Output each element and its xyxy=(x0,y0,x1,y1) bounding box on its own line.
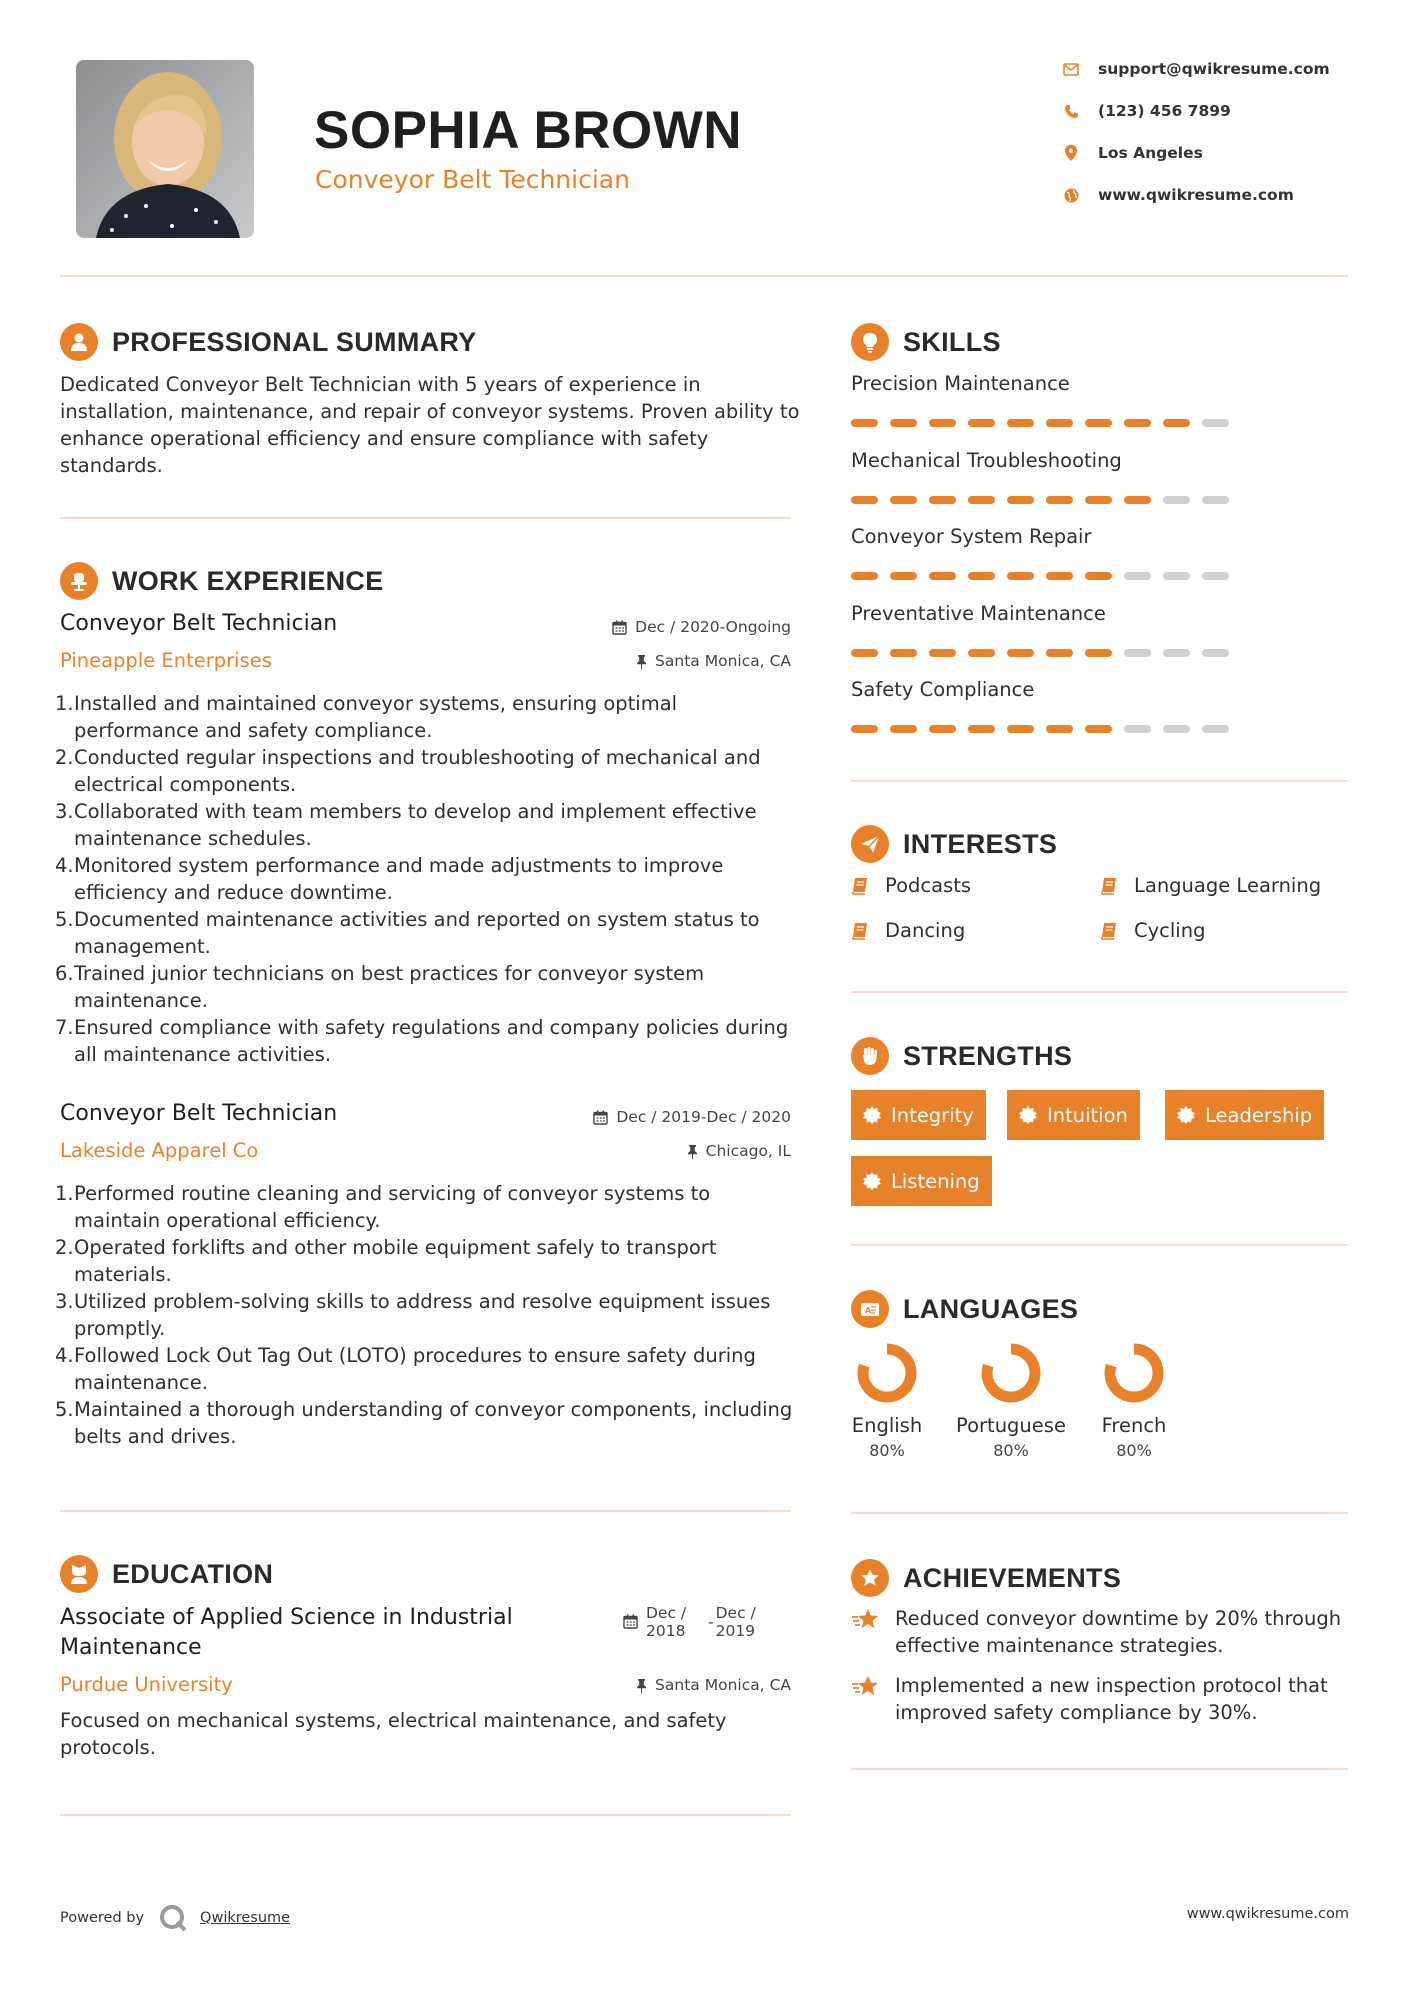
education-start: Dec / 2018 xyxy=(646,1604,687,1640)
list-item: 4. Followed Lock Out Tag Out (LOTO) procedures to ensure safety during maintenance. xyxy=(55,1344,756,1394)
education-heading xyxy=(60,1557,273,1591)
language-percent: 80% xyxy=(993,1441,1029,1460)
education-degree: Associate of Applied Science in Industrial Maintenance xyxy=(60,1605,513,1660)
education-end: Dec / 2019 xyxy=(715,1604,756,1640)
skill-level-segment xyxy=(929,496,956,504)
skill-level-segment xyxy=(1163,496,1190,504)
list-item: 5. Maintained a thorough understanding of conveyor components, including belts and drives. xyxy=(55,1398,793,1448)
summary-divider xyxy=(60,517,791,519)
skill-level-segment xyxy=(1085,496,1112,504)
skill-level-segment xyxy=(1007,419,1034,427)
contact-phone[interactable] xyxy=(1062,99,1231,123)
star-badge-icon xyxy=(851,1559,889,1597)
list-item: 3. Collaborated with team members to develop and implement effective maintenance schedules. xyxy=(55,800,757,850)
languages-heading xyxy=(851,1292,1078,1326)
skill-level-segment xyxy=(929,649,956,657)
skill-level-segment xyxy=(1124,496,1151,504)
calendar-icon xyxy=(612,620,627,635)
job-2-dates xyxy=(593,1108,791,1126)
skill-level-segment xyxy=(1202,649,1229,657)
skill-level-segment xyxy=(968,649,995,657)
lightbulb-icon xyxy=(851,323,889,361)
strength-label: Integrity xyxy=(891,1103,974,1127)
education-location xyxy=(636,1676,791,1694)
skill-level-segment xyxy=(1163,572,1190,580)
strength-label: Listening xyxy=(891,1169,980,1193)
language-proficiency-arc xyxy=(987,1349,1035,1397)
skill-level-segment xyxy=(851,725,878,733)
list-item: 2. Conducted regular inspections and troubleshooting of mechanical and electrical components. xyxy=(55,746,761,796)
experience-title: WORK EXPERIENCE xyxy=(112,565,384,596)
skill-level-segment xyxy=(1202,572,1229,580)
interest-item xyxy=(1100,874,1321,897)
list-item: 6. Trained junior technicians on best practices for conveyor system maintenance. xyxy=(55,962,705,1012)
interest-label: Dancing xyxy=(885,919,966,942)
contact-email-text: support@qwikresume.com xyxy=(1098,60,1330,78)
pushpin-icon xyxy=(636,1678,647,1693)
skill-level-segment xyxy=(1163,419,1190,427)
globe-icon xyxy=(1062,186,1080,204)
badge-icon xyxy=(1177,1106,1195,1124)
list-item: 4. Monitored system performance and made adjustments to improve efficiency and reduce downtime. xyxy=(55,854,724,904)
achievements-heading xyxy=(851,1561,1121,1595)
skill-name: Conveyor System Repair xyxy=(851,525,1092,548)
interests-title: INTERESTS xyxy=(903,828,1058,859)
interests-heading xyxy=(851,827,1057,861)
list-item: 5. Documented maintenance activities and reported on system status to management. xyxy=(55,908,760,958)
list-item: 1. Installed and maintained conveyor systems, ensuring optimal performance and safety compliance. xyxy=(55,692,678,742)
job-1-dates-text: Dec / 2020-Ongoing xyxy=(635,618,791,636)
pushpin-icon xyxy=(636,654,647,669)
skill-level-segment xyxy=(851,649,878,657)
book-icon xyxy=(1100,877,1120,895)
education-description: Focused on mechanical systems, electrical maintenance, and safety protocols. xyxy=(60,1709,727,1759)
interest-item xyxy=(851,919,965,942)
language-proficiency-arc xyxy=(863,1349,911,1397)
skill-level-bar xyxy=(851,496,1241,504)
list-item: 7. Ensured compliance with safety regulations and company policies during all maintenance activities. xyxy=(55,1016,789,1066)
skill-level-segment xyxy=(1163,725,1190,733)
interests-divider xyxy=(851,991,1348,993)
contact-phone-text: (123) 456 7899 xyxy=(1098,102,1231,120)
job-1-company: Pineapple Enterprises xyxy=(60,649,272,672)
skill-level-segment xyxy=(1046,419,1073,427)
skill-level-segment xyxy=(929,725,956,733)
star-icon xyxy=(851,1672,881,1726)
header-divider xyxy=(60,275,1348,277)
skill-level-segment xyxy=(1007,725,1034,733)
summary-heading xyxy=(60,325,477,359)
job-1-bullets xyxy=(55,690,800,1068)
pushpin-icon xyxy=(687,1144,698,1159)
profile-photo xyxy=(76,60,254,238)
strength-label: Leadership xyxy=(1205,1103,1313,1127)
paper-plane-icon xyxy=(851,825,889,863)
job-1-dates xyxy=(612,618,791,636)
skill-level-segment xyxy=(1202,496,1229,504)
skill-level-segment xyxy=(1046,572,1073,580)
skill-level-bar xyxy=(851,649,1241,657)
skills-title: SKILLS xyxy=(903,326,1001,357)
fist-icon xyxy=(851,1037,889,1075)
skill-level-segment xyxy=(1202,725,1229,733)
strength-label: Intuition xyxy=(1047,1103,1128,1127)
summary-text: Dedicated Conveyor Belt Technician with 5 years of experience in installation, maintenance, and repair of conveyor systems. Proven ability to enhance operational efficiency and ensure compliance with safety standards. xyxy=(60,373,800,477)
summary-title: PROFESSIONAL SUMMARY xyxy=(112,326,477,357)
skill-level-segment xyxy=(1124,572,1151,580)
calendar-icon xyxy=(623,1614,638,1629)
skill-level-segment xyxy=(968,572,995,580)
interest-label: Podcasts xyxy=(885,874,972,897)
skill-level-segment xyxy=(1007,496,1034,504)
achievement-text: Implemented a new inspection protocol that improved safety compliance by 30%. xyxy=(895,1674,1328,1724)
skill-level-segment xyxy=(1124,419,1151,427)
graduate-icon xyxy=(60,1555,98,1593)
language-percent: 80% xyxy=(869,1441,905,1460)
skill-level-segment xyxy=(1163,649,1190,657)
skill-level-segment xyxy=(851,496,878,504)
education-location-text: Santa Monica, CA xyxy=(655,1676,791,1694)
skill-level-bar xyxy=(851,419,1241,427)
skill-level-segment xyxy=(929,572,956,580)
interest-label: Cycling xyxy=(1134,919,1206,942)
interest-label: Language Learning xyxy=(1134,874,1322,897)
language-proficiency-arc xyxy=(1110,1349,1158,1397)
experience-heading xyxy=(60,564,384,598)
list-item: 3. Utilized problem-solving skills to address and resolve equipment issues promptly. xyxy=(55,1290,771,1340)
strengths-title: STRENGTHS xyxy=(903,1040,1073,1071)
strength-tag xyxy=(851,1156,992,1206)
badge-icon xyxy=(863,1172,881,1190)
skill-level-segment xyxy=(1085,725,1112,733)
language-card-icon xyxy=(851,1290,889,1328)
contact-website-text: www.qwikresume.com xyxy=(1098,186,1294,204)
achievements-divider xyxy=(851,1768,1348,1770)
skill-level-segment xyxy=(1202,419,1229,427)
contact-website[interactable] xyxy=(1062,183,1294,207)
book-icon xyxy=(851,877,871,895)
book-icon xyxy=(1100,922,1120,940)
education-title: EDUCATION xyxy=(112,1558,274,1589)
interest-item xyxy=(1100,919,1205,942)
list-item: 2. Operated forklifts and other mobile equipment safely to transport materials. xyxy=(55,1236,717,1286)
list-item: 1. Performed routine cleaning and servicing of conveyor systems to maintain operational efficiency. xyxy=(55,1182,711,1232)
skill-level-segment xyxy=(968,496,995,504)
skill-level-segment xyxy=(851,572,878,580)
skill-level-segment xyxy=(1046,496,1073,504)
skill-name: Safety Compliance xyxy=(851,678,1035,701)
skill-level-segment xyxy=(1085,572,1112,580)
skill-level-segment xyxy=(890,496,917,504)
interest-item xyxy=(851,874,971,897)
skill-level-segment xyxy=(890,572,917,580)
skill-level-segment xyxy=(1124,649,1151,657)
languages-divider xyxy=(851,1512,1348,1514)
language-item xyxy=(827,1414,947,1460)
job-2-title: Conveyor Belt Technician xyxy=(60,1101,338,1126)
language-item xyxy=(1074,1414,1194,1460)
qwikresume-logo-icon xyxy=(158,1903,188,1933)
job-2-company: Lakeside Apparel Co xyxy=(60,1139,259,1162)
language-name: English xyxy=(851,1414,923,1437)
language-name: French xyxy=(1101,1414,1167,1437)
languages-title: LANGUAGES xyxy=(903,1293,1079,1324)
candidate-name: SOPHIA BROWN xyxy=(314,101,743,160)
skill-level-segment xyxy=(929,419,956,427)
job-2-location xyxy=(687,1142,791,1160)
user-icon xyxy=(60,323,98,361)
skill-level-segment xyxy=(1124,725,1151,733)
skill-level-segment xyxy=(890,725,917,733)
skill-level-segment xyxy=(1046,725,1073,733)
badge-icon xyxy=(863,1106,881,1124)
job-2-bullets xyxy=(55,1180,800,1450)
language-percent: 80% xyxy=(1116,1441,1152,1460)
achievement-item xyxy=(851,1605,1348,1659)
skill-name: Preventative Maintenance xyxy=(851,601,1106,625)
envelope-icon xyxy=(1062,60,1080,78)
skill-level-segment xyxy=(968,725,995,733)
strengths-heading xyxy=(851,1039,1072,1073)
skill-level-segment xyxy=(890,419,917,427)
calendar-icon xyxy=(593,1110,608,1125)
skill-level-segment xyxy=(1007,572,1034,580)
phone-icon xyxy=(1062,102,1080,120)
skill-name: Mechanical Troubleshooting xyxy=(851,448,1122,472)
powered-by-label: Powered by xyxy=(60,1910,145,1926)
skill-level-bar xyxy=(851,725,1241,733)
briefcase-icon xyxy=(60,562,98,600)
footer-powered xyxy=(60,1903,290,1933)
skill-level-segment xyxy=(1085,649,1112,657)
skill-level-bar xyxy=(851,572,1241,580)
strength-tag xyxy=(851,1090,986,1140)
skill-level-segment xyxy=(1046,649,1073,657)
language-name: Portuguese xyxy=(956,1414,1066,1437)
education-school: Purdue University xyxy=(60,1673,233,1696)
strengths-divider xyxy=(851,1244,1348,1246)
contact-email[interactable] xyxy=(1062,57,1330,81)
badge-icon xyxy=(1019,1106,1037,1124)
job-2-dates-text: Dec / 2019-Dec / 2020 xyxy=(616,1108,791,1126)
skill-level-segment xyxy=(968,419,995,427)
language-proficiency-ring xyxy=(854,1340,920,1406)
book-icon xyxy=(851,922,871,940)
achievement-text: Reduced conveyor downtime by 20% through effective maintenance strategies. xyxy=(895,1607,1342,1657)
contact-location-text: Los Angeles xyxy=(1098,144,1203,162)
job-1-location-text: Santa Monica, CA xyxy=(655,652,791,670)
contact-location xyxy=(1062,141,1203,165)
qwikresume-link[interactable]: Qwikresume xyxy=(200,1910,291,1926)
job-2-location-text: Chicago, IL xyxy=(705,1142,791,1160)
skill-name: Precision Maintenance xyxy=(851,372,1070,395)
skill-level-segment xyxy=(1085,419,1112,427)
svg-text:A: A xyxy=(865,1306,872,1315)
job-1-title: Conveyor Belt Technician xyxy=(60,611,338,636)
skills-divider xyxy=(851,780,1348,782)
candidate-title: Conveyor Belt Technician xyxy=(315,165,630,194)
language-proficiency-ring xyxy=(978,1340,1044,1406)
achievements-title: ACHIEVEMENTS xyxy=(903,1562,1122,1593)
footer-website[interactable]: www.qwikresume.com xyxy=(1186,1906,1349,1922)
experience-divider xyxy=(60,1510,791,1512)
location-pin-icon xyxy=(1062,144,1080,162)
education-divider xyxy=(60,1814,791,1816)
strength-tag xyxy=(1165,1090,1324,1140)
skill-level-segment xyxy=(851,419,878,427)
skills-heading xyxy=(851,325,1001,359)
education-dates: Dec / 2018 - Dec / 2019 xyxy=(623,1604,766,1640)
skill-level-segment xyxy=(890,649,917,657)
skill-level-segment xyxy=(1007,649,1034,657)
strength-tag xyxy=(1007,1090,1140,1140)
achievement-item xyxy=(851,1672,1348,1726)
job-1-location xyxy=(636,652,791,670)
star-icon xyxy=(851,1605,881,1659)
language-item xyxy=(951,1414,1071,1460)
language-proficiency-ring xyxy=(1101,1340,1167,1406)
